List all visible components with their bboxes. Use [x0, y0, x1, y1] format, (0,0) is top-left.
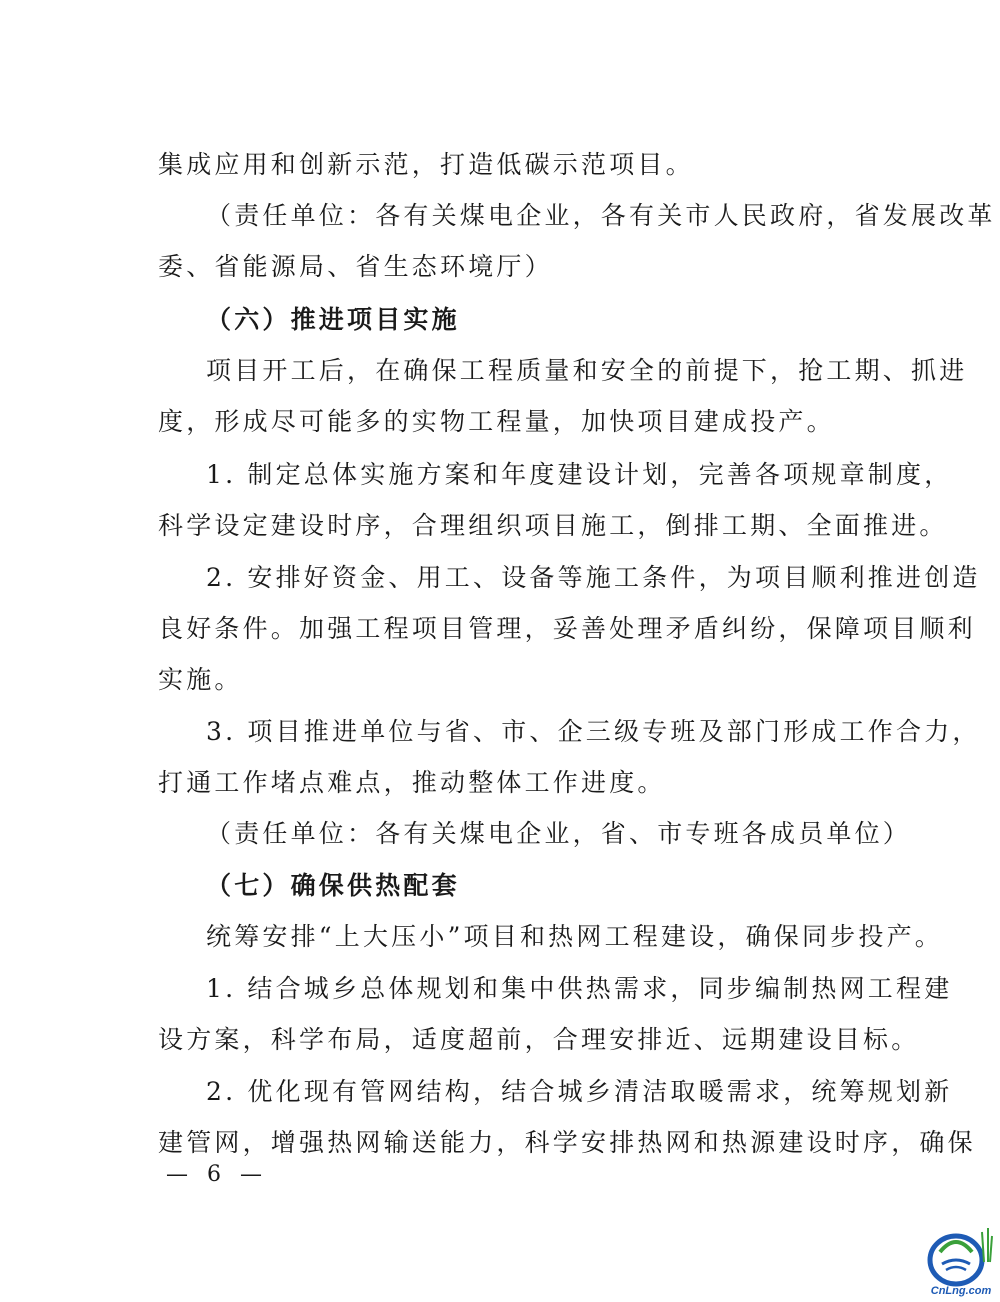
text-line: 统筹安排“上大压小”项目和热网工程建设，确保同步投产。: [206, 922, 943, 951]
text-line: 1. 制定总体实施方案和年度建设计划，完善各项规章制度，: [206, 460, 953, 489]
site-logo-icon: [926, 1222, 996, 1298]
text-line: 2. 优化现有管网结构，结合城乡清洁取暖需求，统筹规划新: [206, 1077, 953, 1106]
text-line: 2. 安排好资金、用工、设备等施工条件，为项目顺利推进创造: [206, 563, 981, 592]
text-line: 实施。: [158, 665, 243, 694]
text-line: 科学设定建设时序，合理组织项目施工，倒排工期、全面推进。: [158, 511, 948, 540]
text-line: 3. 项目推进单位与省、市、企三级专班及部门形成工作合力，: [206, 717, 981, 746]
text-line: 建管网，增强热网输送能力，科学安排热网和热源建设时序，确保: [158, 1128, 976, 1157]
section-heading: （六）推进项目实施: [206, 305, 460, 334]
section-heading: （七）确保供热配套: [206, 871, 460, 900]
text-line: （责任单位：各有关煤电企业，省、市专班各成员单位）: [206, 819, 912, 848]
text-line: 度，形成尽可能多的实物工程量，加快项目建成投产。: [158, 407, 835, 436]
text-line: 良好条件。加强工程项目管理，妥善处理矛盾纠纷，保障项目顺利: [158, 614, 976, 643]
logo-text: CnLng.com: [930, 1285, 992, 1297]
text-line: （责任单位：各有关煤电企业，各有关市人民政府，省发展改革: [206, 201, 996, 230]
text-line: 打通工作堵点难点，推动整体工作进度。: [158, 768, 666, 797]
page-number: — 6 —: [166, 1162, 268, 1187]
text-line: 项目开工后，在确保工程质量和安全的前提下，抢工期、抓进: [206, 356, 968, 385]
text-line: 1. 结合城乡总体规划和集中供热需求，同步编制热网工程建: [206, 974, 953, 1003]
text-line: 设方案，科学布局，适度超前，合理安排近、远期建设目标。: [158, 1025, 920, 1054]
text-line: 委、省能源局、省生态环境厅）: [158, 252, 553, 281]
text-line: 集成应用和创新示范，打造低碳示范项目。: [158, 150, 694, 179]
